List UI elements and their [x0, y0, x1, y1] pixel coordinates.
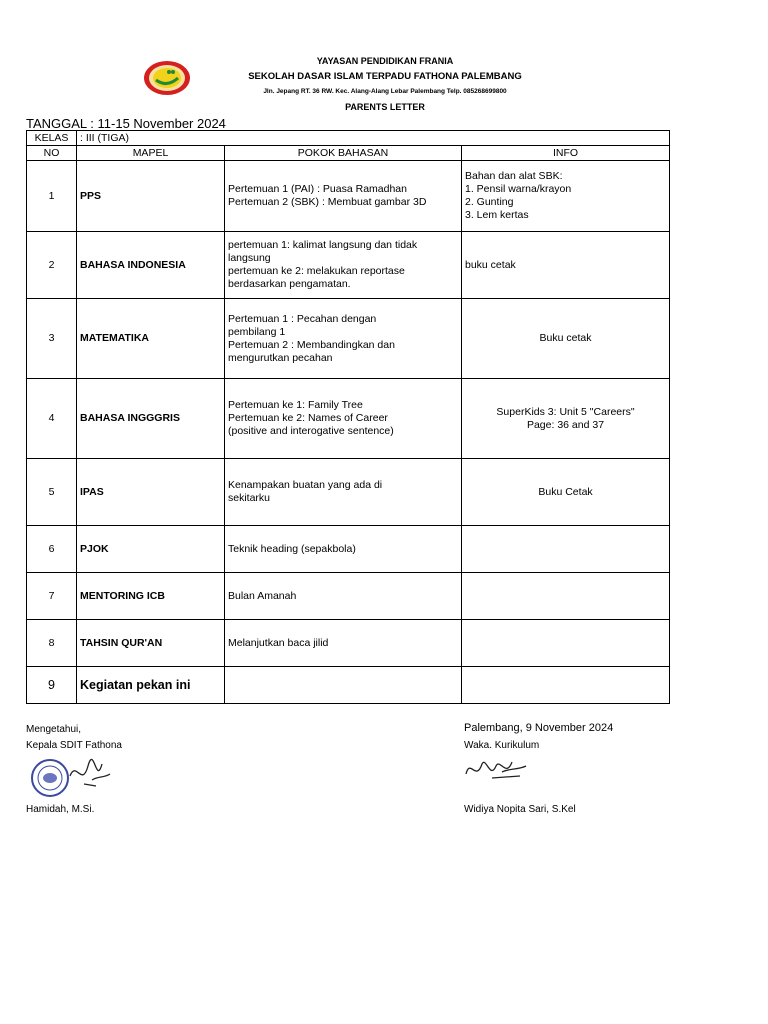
table-row [27, 573, 670, 620]
school-address: Jln. Jepang RT. 36 RW. Kec. Alang-Alang Lebar Palembang Telp. 085268699800 [263, 88, 507, 95]
acknowledged-label: Mengetahui, [26, 724, 82, 735]
subject-name: BAHASA INGGGRIS [77, 379, 225, 459]
curriculum-signature-icon [462, 752, 530, 786]
subject-name: TAHSIN QUR'AN [77, 620, 225, 667]
topic-line: pertemuan ke 2: melakukan reportase [228, 265, 405, 277]
info-line: Buku cetak [539, 332, 592, 344]
class-value: : III (TIGA) [77, 131, 670, 146]
class-row [27, 131, 670, 146]
topic-cell [225, 620, 462, 667]
column-header-info: INFO [462, 146, 670, 161]
class-label: KELAS [27, 131, 77, 146]
school-logo-icon [143, 60, 191, 96]
info-cell [462, 161, 670, 232]
topic-line: Pertemuan ke 1: Family Tree [228, 399, 363, 411]
info-cell [462, 526, 670, 573]
topic-line: pertemuan 1: kalimat langsung dan tidak [228, 239, 418, 251]
table-header [27, 146, 670, 161]
table-row [27, 161, 670, 232]
topic-line: Pertemuan 1 (PAI) : Puasa Ramadhan [228, 183, 407, 195]
table-row [27, 379, 670, 459]
table-row [27, 299, 670, 379]
topic-line: Kenampakan buatan yang ada di [228, 479, 383, 491]
school-name: SEKOLAH DASAR ISLAM TERPADU FATHONA PALEMBANG [248, 71, 522, 82]
table-row [27, 232, 670, 299]
info-cell [462, 299, 670, 379]
topic-line: Pertemuan ke 2: Names of Career [228, 412, 388, 424]
info-line: Bahan dan alat SBK: [465, 170, 563, 182]
principal-title: Kepala SDIT Fathona [26, 740, 122, 751]
topic-line: Bulan Amanah [228, 589, 297, 602]
row-number: 9 [27, 667, 77, 704]
subject-name: MENTORING ICB [77, 573, 225, 620]
info-line: 3. Lem kertas [465, 209, 529, 221]
row-number: 6 [27, 526, 77, 573]
info-line: Buku Cetak [538, 485, 593, 498]
column-header-pokok: POKOK BAHASAN [225, 146, 462, 161]
principal-name: Hamidah, M.Si. [26, 804, 95, 815]
subject-name: Kegiatan pekan ini [77, 667, 225, 704]
table-row [27, 459, 670, 526]
topic-line: Teknik heading (sepakbola) [228, 542, 356, 555]
date-title: TANGGAL : 11-15 November 2024 [26, 116, 226, 131]
topic-cell [225, 299, 462, 379]
curriculum-name: Widiya Nopita Sari, S.Kel [464, 804, 576, 815]
info-cell [462, 620, 670, 667]
letter-type: PARENTS LETTER [345, 102, 425, 112]
row-number: 3 [27, 299, 77, 379]
topic-cell [225, 379, 462, 459]
schedule-table [26, 130, 670, 704]
info-line: 2. Gunting [465, 196, 514, 208]
info-line: SuperKids 3: Unit 5 "Careers" [496, 405, 635, 418]
subject-name: MATEMATIKA [77, 299, 225, 379]
info-cell [462, 573, 670, 620]
topic-line: Pertemuan 1 : Pecahan dengan [228, 312, 377, 325]
topic-cell [225, 667, 462, 704]
topic-cell [225, 232, 462, 299]
row-number: 8 [27, 620, 77, 667]
info-line: buku cetak [465, 258, 516, 271]
table-row [27, 526, 670, 573]
subject-name: PJOK [77, 526, 225, 573]
topic-line: mengurutkan pecahan [228, 351, 333, 364]
topic-line: Melanjutkan baca jilid [228, 636, 329, 649]
curriculum-title: Waka. Kurikulum [464, 740, 540, 751]
foundation-name: YAYASAN PENDIDIKAN FRANIA [316, 56, 454, 66]
topic-line: pembilang 1 [228, 325, 286, 338]
principal-signature-icon [66, 756, 112, 792]
topic-line: (positive and interogative sentence) [228, 425, 394, 437]
subject-name: PPS [77, 161, 225, 232]
topic-cell [225, 161, 462, 232]
info-cell [462, 667, 670, 704]
topic-line: berdasarkan pengamatan. [228, 278, 351, 290]
info-cell [462, 232, 670, 299]
row-number: 5 [27, 459, 77, 526]
info-cell [462, 379, 670, 459]
info-line: Page: 36 and 37 [526, 418, 605, 431]
topic-cell [225, 573, 462, 620]
topic-cell [225, 526, 462, 573]
topic-line: langsung [228, 252, 271, 264]
row-number: 1 [27, 161, 77, 232]
column-header-no: NO [27, 146, 77, 161]
row-number: 7 [27, 573, 77, 620]
row-number: 4 [27, 379, 77, 459]
subject-name: BAHASA INDONESIA [77, 232, 225, 299]
subject-name: IPAS [77, 459, 225, 526]
place-date: Palembang, 9 November 2024 [464, 722, 614, 734]
table-row [27, 620, 670, 667]
school-stamp-icon [30, 758, 70, 798]
table-row [27, 667, 670, 704]
topic-line: sekitarku [228, 492, 271, 504]
topic-line: Pertemuan 2 (SBK) : Membuat gambar 3D [228, 196, 427, 208]
info-cell [462, 459, 670, 526]
row-number: 2 [27, 232, 77, 299]
topic-line: Pertemuan 2 : Membandingkan dan [228, 338, 395, 351]
column-header-mapel: MAPEL [77, 146, 225, 161]
topic-cell [225, 459, 462, 526]
info-line: 1. Pensil warna/krayon [465, 183, 572, 195]
